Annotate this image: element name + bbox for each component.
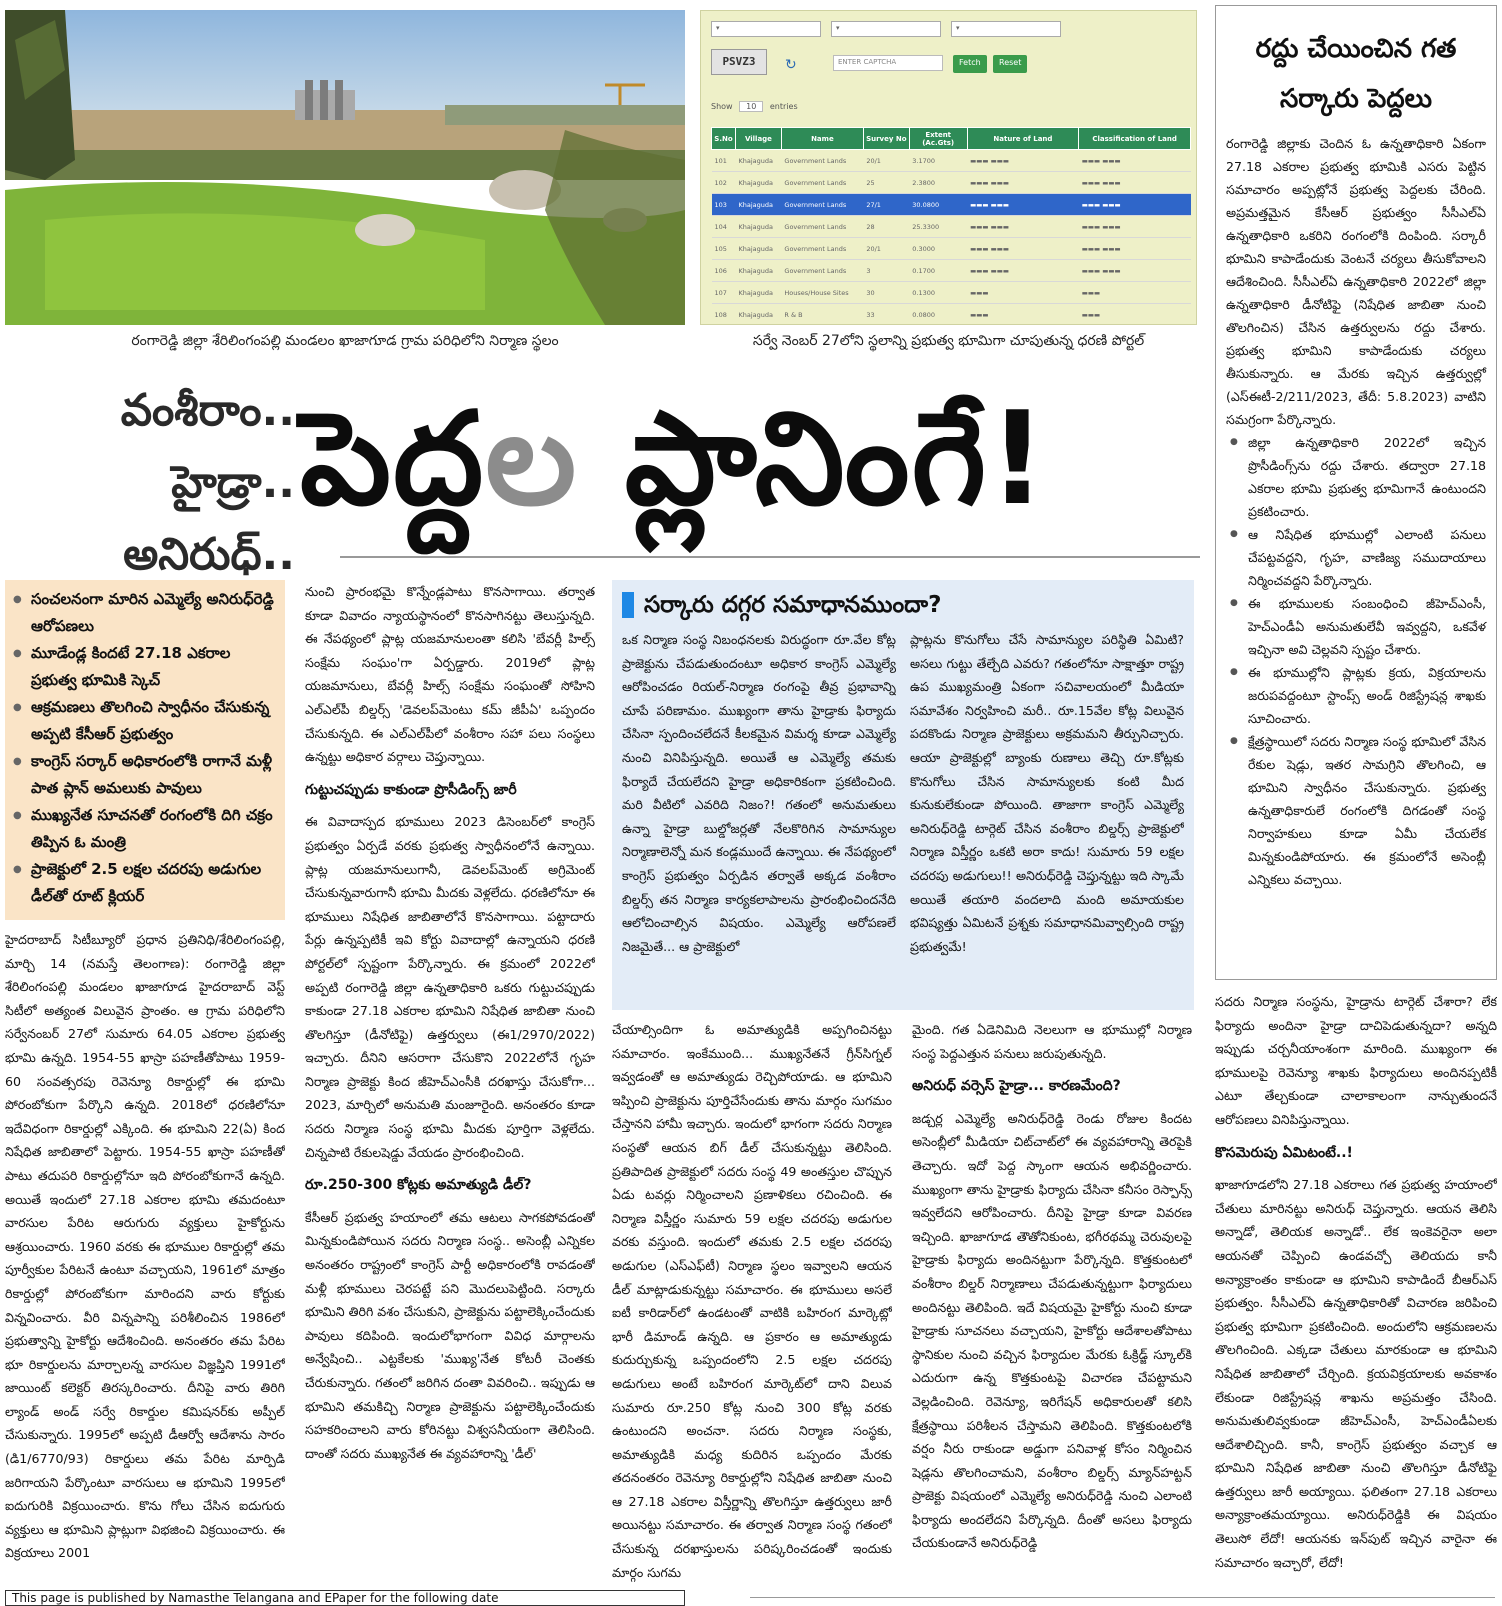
sidebar-bullet: ● ఈ భూముల్లోని ప్లాట్లకు క్రయ, విక్రయాలను జరుపవద్దంటూ స్టాంప్స్ అండ్ రిజిస్ట్రేషన్ల శాఖకు సూచించారు. bbox=[1226, 661, 1486, 730]
cell-survey: 25 bbox=[863, 172, 909, 194]
cell-nature: ▬▬▬ bbox=[967, 304, 1079, 326]
cell-survey: 3 bbox=[863, 260, 909, 282]
cell-nature: ▬▬▬ ▬▬▬ bbox=[967, 260, 1079, 282]
col2-paragraph: కేసీఆర్ ప్రభుత్వ హయాంలో తమ ఆటలు సాగకపోవడంతో మిన్నకుండిపోయిన సదరు నిర్మాణ సంస్థ.. అసెంబ్లీ ఎన్నికల అనంతరం రాష్ట్రంలో కాంగ్రెస్ పార్టీ అధికారంలోకి రావడంతో మళ్లీ భూములు చెరపట్టే పని మొదలుపెట్టింది. సర్కారు భూమిని తిరిగి వశం చేసుకుని, ప్రాజెక్టును పట్టాలెక్కించేందుకు పావులు కదిపింది. ఇందులోభాగంగా వివిధ మార్గాలను అన్వేషించి.. ఎట్టకేలకు 'ముఖ్య'నేత కోటరీ చెంతకు చేరుకున్నారు. గతంలో జరిగిన దంతా వివరించి.. ఇప్పుడు ఆ భూమిని తమకిచ్చి నిర్మాణ ప్రాజెక్టును పట్టాలెక్కించేందుకు సహకరించాలని వారు కోరినట్టు విశ్వసనీయంగా తెలిసింది. దాంతో సదరు ముఖ్యనేత ఈ వ్యవహారాన్ని 'డీల్' bbox=[305, 1209, 595, 1461]
cell-classification: ▬▬▬ bbox=[1079, 304, 1191, 326]
table-row-highlighted bbox=[712, 194, 1191, 216]
cell-name: Government Lands bbox=[781, 216, 863, 238]
table-row bbox=[712, 238, 1191, 260]
cell-sno: 104 bbox=[712, 216, 736, 238]
highlight-item: ● ముఖ్యనేత సూచనతో రంగంలోకి దిగి చక్రం తిప్పిన ఓ మంత్రి bbox=[13, 802, 277, 856]
dharani-portal-screenshot bbox=[700, 10, 1197, 325]
col-extent: Extent (Ac.Gts) bbox=[909, 128, 967, 150]
cell-nature: ▬▬▬ ▬▬▬ bbox=[967, 216, 1079, 238]
fetch-button[interactable]: Fetch bbox=[953, 55, 987, 73]
col-survey: Survey No bbox=[863, 128, 909, 150]
entries-select[interactable]: 10 bbox=[739, 101, 763, 112]
photo-caption: రంగారెడ్డి జిల్లా శేరిలింగంపల్లి మండలం ఖాజాగూడ గ్రామ పరిధిలోని నిర్మాణ స్థలం bbox=[131, 333, 559, 349]
kicker-line: హైడ్రా.. bbox=[171, 457, 295, 508]
refresh-icon[interactable]: ↻ bbox=[785, 57, 797, 73]
col-sno: S.No bbox=[712, 128, 736, 150]
col4-subheading: అనిరుధ్ వర్సెస్ హైడ్రా... కారణమేంది? bbox=[912, 1078, 1121, 1095]
article-column-2 bbox=[305, 580, 595, 1583]
highlight-item: ● సంచలనంగా మారిన ఎమ్మెల్యే అనిరుధ్‌రెడ్డి ఆరోపణలు bbox=[13, 586, 277, 640]
headline-grey-letter: ల bbox=[485, 385, 579, 534]
cell-sno: 102 bbox=[712, 172, 736, 194]
highlight-item: ● ఆక్రమణలు తొలగించి స్వాధీనం చేసుకున్న అప్పటి కేసీఆర్ ప్రభుత్వం bbox=[13, 694, 277, 748]
editorial-column: ఒక నిర్మాణ సంస్థ నిబంధనలకు విరుద్ధంగా రూ.వేల కోట్ల ప్రాజెక్టును చేపడుతుందంటూ అధికార కాంగ్రెస్ ఎమ్మెల్యే ఆరోపించడం రియల్-నిర్మాణ రంగంపై తీవ్ర ప్రభావాన్ని చూపే పరిణామం. ముఖ్యంగా తాను హైడ్రాకు ఫిర్యాదు చేసినా స్పందించలేదనే కీలకమైన విమర్శ కూడా ఎమ్మెల్యే నుంచి వినిపిస్తున్నది. అయితే ఆ ఎమ్మెల్యే తమకు ఫిర్యాదే చేయలేదని హైడ్రా అధికారికంగా ప్రకటించింది. మరి వీటిలో ఎవరిది నిజం?! గతంలో అనుమతులు ఉన్నా హైడ్రా బుల్డోజర్లతో నేలకొరిగిన సామాన్యుల నిర్మాణాలెన్నో మన కండ్లముందే ఉన్నాయి. ఈ నేపథ్యంలో కాంగ్రెస్ ప్రభుత్వం ఏర్పడిన తర్వాతే అక్కడ వంశీరాం బిల్డర్స్ తన నిర్మాణ కార్యకలాపాలను ప్రారంభించిందనేది ఆలోచించాల్సిన విషయం. ఎమ్మెల్యే ఆరోపణలే నిజమైతే... ఆ ప్రాజెక్టులో bbox=[622, 632, 896, 954]
cell-sno: 103 bbox=[712, 194, 736, 216]
headline-kicker bbox=[15, 375, 295, 591]
headline-rest: ప్లానింగే! bbox=[578, 385, 1049, 534]
editorial-box bbox=[612, 580, 1194, 1010]
cell-survey: 30 bbox=[863, 282, 909, 304]
cell-village: Khajaguda bbox=[735, 304, 781, 326]
portal-caption: సర్వే నెంబర్ 27లోని స్థలాన్ని ప్రభుత్వ భూమిగా చూపుతున్న ధరణి పోర్టల్ bbox=[752, 333, 1145, 349]
editorial-title: సర్కారు దగ్గర సమాధానముందా? bbox=[622, 588, 1184, 622]
entries-control bbox=[711, 101, 798, 112]
article-column-1: హైదరాబాద్ సిటీబ్యూరో ప్రధాన ప్రతినిధి/శేరిలింగంపల్లి, మార్చి 14 (నమస్తే తెలంగాణ): రంగారెడ్డి జిల్లా శేరిలింగంపల్లి మండలం ఖాజాగూడ హైదరాబాద్ వెస్ట్ సిటీలో అత్యంత విలువైన ప్రాంతం. ఆ గ్రామ పరిధిలోని సర్వేనంబర్ 27లో సుమారు 64.05 ఎకరాల ప్రభుత్వ భూమి ఉన్నది. 1954-55 ఖాస్రా పహణీతోపాటు 1959-60 సంవత్సరపు రెవెన్యూ రికార్డుల్లో ఈ భూమి పోరంబోకుగా పేర్కొని ఉన్నది. 2018లో ధరణిలోనూ ఇదేవిధంగా రికార్డుల్లో ఎక్కింది. ఈ భూమిని 22(ఏ) కింద నిషేధిత జాబితాలో పెట్టారు. 1954-55 ఖాస్రా పహణీతో పాటు తదుపరి రికార్డుల్లోనూ ఇది పోరంబోకుగానే ఉన్నది. అయితే ఇందులో 27.18 ఎకరాల భూమి తమదంటూ వారసుల పేరిట ఆరుగురు వ్యక్తులు హైకోర్టును ఆశ్రయించారు. 1960 వరకు ఈ భూముల రికార్డుల్లో తమ పూర్వీకుల పేరిటనే ఉంటూ వచ్చాయని, 1961లో మాత్రం రికార్డుల్లో పోరంబోకుగా మారిందని వారు కోర్టుకు విన్నవించారు. వీరి విన్నపాన్ని పరిశీలించిన 1986లో ప్రభుత్వాన్ని హైకోర్టు ఆదేశించింది. అనంతరం తమ పేరిట భూ రికార్డులను మార్చాలన్న వారసుల విజ్ఞప్తిని 1991లో జాయింట్ కలెక్టర్ తిరస్కరించారు. దీనిపై వారు తిరిగి ల్యాండ్ అండ్ సర్వే రికార్డుల కమిషనర్‌కు అప్పీల్ చేసుకున్నారు. 1995లో అప్పటి డీఆర్వో ఆదేశాను సారం (డి1/6770/93) రికార్డులు తమ పేరిట మార్పిడి జరిగాయని పేర్కొంటూ వారసులు ఆ భూమిని 1995లో ఐదుగురికి విక్రయించారు. కొను గోలు చేసిన ఐదుగురు వ్యక్తులు ఆ భూమిని ప్లాట్లుగా విభజించి విక్రయించారు. ఈ విక్రయాలు 2001 bbox=[5, 932, 285, 1561]
land-records-table bbox=[711, 127, 1191, 325]
cell-sno: 107 bbox=[712, 282, 736, 304]
cell-village: Khajaguda bbox=[735, 238, 781, 260]
sidebar-box bbox=[1215, 5, 1497, 980]
article-column-3: చేయాల్సిందిగా ఓ అమాత్యుడికి అప్పగించినట్టు సమాచారం. ఇంకేముంది... ముఖ్యనేతనే గ్రీన్‌సిగ్నల్ ఇవ్వడంతో ఆ అమాత్యుడు రెచ్చిపోయాడు. ఆ భూమిని ఇప్పించి ప్రాజెక్టును పూర్తిచేసేందుకు తాను మార్గం సుగమం చేస్తానని హామీ ఇచ్చారు. ఇందులో భాగంగా సదరు నిర్మాణ సంస్థతో ఆయన బిగ్ డీల్ చేసుకున్నట్టు తెలిసింది. ప్రతిపాదిత ప్రాజెక్టులో సదరు సంస్థ 49 అంతస్తుల చొప్పున ఏడు టవర్లు నిర్మించాలని ప్రణాళికలు రచించింది. ఈ నిర్మాణ విస్తీర్ణం సుమారు 59 లక్షల చదరపు అడుగుల వరకు వస్తుంది. ఇందులో తమకు 2.5 లక్షల చదరపు అడుగుల (ఎస్‌ఎఫ్‌టీ) నిర్మాణ స్థలం ఇవ్వాలని ఆయన డీల్ మాట్లాడుకున్నట్టు సమాచారం. ఈ భూములు అసలే ఐటీ కారిడార్‌లో ఉండటంతో వాటికి బహిరంగ మార్కెట్లో భారీ డిమాండ్ ఉన్నది. ఆ ప్రకారం ఆ అమాత్యుడు కుదుర్చుకున్న ఒప్పందంలోని 2.5 లక్షల చదరపు అడుగులు అంటే బహిరంగ మార్కెట్‌లో దాని విలువ సుమారు రూ.250 కోట్ల నుంచి 300 కోట్ల వరకు ఉంటుందని అంచనా. సదరు నిర్మాణ సంస్థకు, అమాత్యుడికి మధ్య కుదిరిన ఒప్పందం మేరకు తదనంతరం రెవెన్యూ రికార్డుల్లోని నిషేధిత జాబితా నుంచి ఆ 27.18 ఎకరాల విస్తీర్ణాన్ని తొలగిస్తూ ఉత్తర్వులు జారీ అయినట్టు సమాచారం. ఈ తర్వాత నిర్మాణ సంస్థ గతంలో చేసుకున్న దరఖాస్తులను పరిష్కరించడంతో ఇందుకు మార్గం సుగమ bbox=[612, 1022, 892, 1580]
highlight-item: ● మూడేండ్ల కిందటే 27.18 ఎకరాల ప్రభుత్వ భూమికి స్కెచ్ bbox=[13, 640, 277, 694]
highlight-item: ● ప్రాజెక్టులో 2.5 లక్షల చదరపు అడుగుల డీల్‌తో రూట్ క్లియర్ bbox=[13, 856, 277, 910]
table-row bbox=[712, 260, 1191, 282]
cell-village: Khajaguda bbox=[735, 172, 781, 194]
cell-survey: 33 bbox=[863, 304, 909, 326]
cell-nature: ▬▬▬ ▬▬▬ bbox=[967, 194, 1079, 216]
cell-survey: 28 bbox=[863, 216, 909, 238]
col4-paragraph: జడ్చర్ల ఎమ్మెల్యే అనిరుధ్‌రెడ్డి రెండు రోజుల కిందట అసెంబ్లీలో మీడియా చిట్‌చాట్‌లో ఈ వ్యవహారాన్ని తెరపైకి తెచ్చారు. ఇదో పెద్ద స్కాంగా ఆయన అభివర్ణించారు. ముఖ్యంగా తాను హైడ్రాకు ఫిర్యాదు చేసినా కనీసం రెస్పాన్స్ ఇవ్వలేదని ఆరోపించారు. దీనిపై హైడ్రా కూడా వివరణ ఇచ్చింది. ఖాజాగూడ తౌతోనికుంట, భగీరథమ్మ చెరువులపై హైడ్రాకు ఫిర్యాదు అందినట్టుగా పేర్కొన్నది. కొత్తకుంటలో వంశీరాం బిల్డర్ నిర్మాణాలు చేపడుతున్నట్టుగా ఫిర్యాదులు అందినట్టు తెలిపింది. ఇదే విషయమై హైకోర్టు నుంచి కూడా హైడ్రాకు సూచనలు వచ్చాయని, హైకోర్టు ఆదేశాలతోపాటు స్థానికుల నుంచి వచ్చిన ఫిర్యాదుల మేరకు ఓక్రిడ్జ్ స్కూల్‌కి ఎదురుగా ఉన్న కొత్తకుంటపై విచారణ చేపట్టామని వెల్లడించింది. రెవెన్యూ, ఇరిగేషన్ అధికారులతో కలిసి క్షేత్రస్థాయి పరిశీలన చేస్తామని తెలిపింది. కొత్తకుంటలోకి వర్షం నీరు రాకుండా అడ్డుగా పనివాళ్ల కోసం నిర్మించిన షెడ్లను తొలగించామని, వంశీరాం బిల్డర్స్ మ్యాన్‌హట్టన్ ప్రాజెక్టు విషయంలో ఎమ్మెల్యే అనిరుధ్‌రెడ్డి నుంచి ఎలాంటి ఫిర్యాదు అందలేదని పేర్కొన్నది. దీంతో అసలు ఫిర్యాదు చేయకుండానే అనిరుధ్‌రెడ్డి bbox=[912, 1110, 1192, 1551]
cell-extent: 0.1300 bbox=[909, 282, 967, 304]
cell-name: Government Lands bbox=[781, 238, 863, 260]
cell-survey: 27/1 bbox=[863, 194, 909, 216]
cell-survey: 20/1 bbox=[863, 150, 909, 172]
sidebar-bullet: ● ఆ నిషేధిత భూముల్లో ఎలాంటి పనులు చేపట్టవద్దని, గృహ, వాణిజ్య సముదాయాలు నిర్మించవద్దని పేర్కొన్నారు. bbox=[1226, 523, 1486, 592]
editorial-columns bbox=[622, 628, 1184, 998]
col5-paragraph: ఖాజాగూడలోని 27.18 ఎకరాలు గత ప్రభుత్వ హయాంలో చేతులు మారినట్టు అనిరుధ్ చెప్తున్నారు. ఆయన తెలిసి అన్నాడో, తెలియక అన్నాడో.. లేక ఇంకెవరైనా అలా ఆయనతో చెప్పించి ఉండవచ్చో తెలియదు కానీ అన్యాక్రాంతం కాకుండా ఆ భూమిని కాపాడిందే బీఆర్‌ఎస్ ప్రభుత్వం. సీసీఎల్‌ఏ ఉన్నతాధికారితో విచారణ జరిపించి ప్రభుత్వ భూమిగా ప్రకటించింది. అందులోని ఆక్రమణలను తొలగించింది. ఎక్కడా చేతులు మారకుండా ఆ భూమిని నిషేధిత జాబితాలో చేర్చింది. క్రయవిక్రయాలకు అవకాశం లేకుండా రిజిస్ట్రేషన్ల శాఖను అప్రమత్తం చేసింది. అనుమతులివ్వకుండా జీహెచ్‌ఎంసీ, హెచ్‌ఎండీఏలకు ఆదేశాలిచ్చింది. కానీ, కాంగ్రెస్ ప్రభుత్వం వచ్చాక ఆ భూమిని నిషేధిత జాబితా నుంచి తొలగిస్తూ డీనోటిఫై ఉత్తర్వులు జారీ అయ్యాయి. ఫలితంగా 27.18 ఎకరాలు అన్యాక్రాంతమయ్యాయి. అనిరుధ్‌రెడ్డికి ఈ విషయం తెలుసో లేదో! ఆయనకు ఇన్‌పుట్ ఇచ్చిన వారైనా ఈ సమాచారం ఇచ్చారో, లేదో! bbox=[1215, 1177, 1497, 1570]
cell-name: Government Lands bbox=[781, 172, 863, 194]
col-village: Village bbox=[735, 128, 781, 150]
article-column-4 bbox=[912, 1018, 1192, 1583]
col4-paragraph: మైంది. గత ఏడెనిమిది నెలలుగా ఆ భూముల్లో నిర్మాణ సంస్థ పెద్దఎత్తున పనులు జరుపుతున్నది. bbox=[912, 1022, 1192, 1061]
construction-site-image bbox=[5, 10, 685, 325]
cell-classification: ▬▬▬ bbox=[1079, 282, 1191, 304]
sidebar-bullet: ● జిల్లా ఉన్నతాధికారి 2022లో ఇచ్చిన ప్రొసీడింగ్స్‌ను రద్దు చేశారు. తద్వారా 27.18 ఎకరాల భూమి ప్రభుత్వ భూమిగానే ఉంటుందని ప్రకటించారు. bbox=[1226, 431, 1486, 523]
col-name: Name bbox=[781, 128, 863, 150]
col5-paragraph: సదరు నిర్మాణ సంస్థను, హైడ్రాను టార్గెట్ చేశారా? లేక ఫిర్యాదు అందినా హైడ్రా దాచిపెడుతున్నదా? అన్నది ఇప్పుడు చర్చనీయాంశంగా మారింది. ముఖ్యంగా ఈ భూములపై రెవెన్యూ శాఖకు ఫిర్యాదులు అందినప్పటికీ ఎటూ తేల్చకుండా చాలాకాలంగా నాన్చుతుందనే ఆరోపణలు వినిపిస్తున్నాయి. bbox=[1215, 994, 1497, 1127]
cell-classification: ▬▬▬ ▬▬▬ bbox=[1079, 172, 1191, 194]
cell-name: Government Lands bbox=[781, 194, 863, 216]
cell-extent: 3.1700 bbox=[909, 150, 967, 172]
cell-name: Government Lands bbox=[781, 150, 863, 172]
table-row bbox=[712, 150, 1191, 172]
cell-extent: 0.0800 bbox=[909, 304, 967, 326]
kicker-line: వంశీరాం.. bbox=[120, 385, 295, 436]
entries-label: entries bbox=[769, 102, 798, 111]
headline-word: పెద్దల bbox=[300, 385, 579, 534]
district-select[interactable]: ▾ bbox=[711, 21, 821, 37]
cell-survey: 20/1 bbox=[863, 238, 909, 260]
col2-subheading: గుట్టుచప్పుడు కాకుండా ప్రొసీడింగ్స్ జారీ bbox=[305, 781, 517, 798]
cell-village: Khajaguda bbox=[735, 216, 781, 238]
sidebar-bullet: ● క్షేత్రస్థాయిలో సదరు నిర్మాణ సంస్థ భూమిలో వేసిన రేకుల షెడ్లు, ఇతర సామగ్రిని తొలగించి, ఆ భూమిని స్వాధీనం చేసుకున్నారు. ప్రభుత్వ ఉన్నతాధికారులే రంగంలోకి దిగడంతో సంస్థ నిర్వాహకులు కూడా ఏమీ చేయలేక మిన్నకుండిపోయారు. ఈ క్రమంలోనే అసెంబ్లీ ఎన్నికలు వచ్చాయి. bbox=[1226, 730, 1486, 891]
cell-village: Khajaguda bbox=[735, 150, 781, 172]
cell-sno: 101 bbox=[712, 150, 736, 172]
cell-classification: ▬▬▬ ▬▬▬ bbox=[1079, 194, 1191, 216]
headline-rule bbox=[340, 556, 1200, 558]
cell-name: Government Lands bbox=[781, 260, 863, 282]
cell-village: Khajaguda bbox=[735, 260, 781, 282]
cell-sno: 108 bbox=[712, 304, 736, 326]
cell-classification: ▬▬▬ ▬▬▬ bbox=[1079, 238, 1191, 260]
col-classification: Classification of Land bbox=[1079, 128, 1191, 150]
captcha-input[interactable]: ENTER CAPTCHA bbox=[833, 55, 943, 71]
cell-classification: ▬▬▬ ▬▬▬ bbox=[1079, 260, 1191, 282]
col2-paragraph: ఈ వివాదాస్పద భూములు 2023 డిసెంబర్‌లో కాంగ్రెస్ ప్రభుత్వం ఏర్పడే వరకు ప్రభుత్వ స్వాధీనంలోనే ఉన్నాయి. ప్లాట్ల యజమానులుగానీ, డెవలప్‌మెంట్ అగ్రిమెంట్ చేసుకున్నవారుగానీ భూమి మీదకు వెళ్లలేదు. ధరణిలోనూ ఈ భూములు నిషేధిత జాబితాలోనే కొనసాగాయి. పట్టాదారు పేర్లు ఉన్నప్పటికీ ఇవి కోర్టు వివాదాల్లో ఉన్నాయని ధరణి పోర్టల్‌లో స్పష్టంగా పేర్కొన్నారు. ఈ క్రమంలో 2022లో అప్పటి రంగారెడ్డి జిల్లా ఉన్నతాధికారి ఒకరు గుట్టుచప్పుడు కాకుండా 27.18 ఎకరాల భూమిని నిషేధిత జాబితా నుంచి తొలగిస్తూ (డీనోటిఫై) ఉత్తర్వులు (ఈ1/2970/2022) ఇచ్చారు. దీనిని ఆసరాగా చేసుకొని 2022లోనే గృహ నిర్మాణ ప్రాజెక్టు కింద జీహెచ్‌ఎంసీకి దరఖాస్తు చేసుకోగా... 2023, మార్చిలో అనుమతి మంజూరైంది. అనంతరం కూడా సదరు నిర్మాణ సంస్థ భూమి మీదకు పూర్తిగా వెళ్లలేదు. చిన్నపాటి రేకులషెడ్డు వేయడం ప్రారంభించింది. bbox=[305, 814, 595, 1160]
sidebar-bullet: ● ఈ భూములకు సంబంధించి జీహెచ్‌ఎంసీ, హెచ్‌ఎండీఏ అనుమతులేవీ ఇవ్వద్దని, ఒకవేళ ఇచ్చినా అవి చెల్లవని స్పష్టం చేశారు. bbox=[1226, 592, 1486, 661]
cell-extent: 0.1700 bbox=[909, 260, 967, 282]
cell-extent: 30.0800 bbox=[909, 194, 967, 216]
construction-site-photo bbox=[5, 10, 685, 325]
captcha-image: PSVZ3 bbox=[711, 49, 767, 75]
cell-village: Khajaguda bbox=[735, 282, 781, 304]
sidebar-title: రద్దు చేయించిన గత సర్కారు పెద్దలు bbox=[1255, 34, 1457, 114]
cell-nature: ▬▬▬ ▬▬▬ bbox=[967, 238, 1079, 260]
show-label: Show bbox=[711, 102, 733, 111]
kicker-line: అనిరుధ్.. bbox=[123, 529, 295, 580]
col2-paragraph: నుంచి ప్రారంభమై కొన్నేండ్లపాటు కొనసాగాయి. తర్వాత కూడా వివాదం న్యాయస్థానంలో కొనసాగినట్టు తెలుస్తున్నది. ఈ నేపథ్యంలో ప్లాట్ల యజమానులంతా కలిసి 'బేవర్లీ హిల్స్ సంక్షేమ సంఘం'గా ఏర్పడ్డారు. 2019లో ప్లాట్ల యజమానులు, బేవర్లీ హిల్స్ సంక్షేమ సంఘంతో సోహిని ఎల్‌ఎల్‌పీ బిల్డర్స్ 'డెవలప్‌మెంటు కమ్ జీపీఏ' ఒప్పందం చేసుకున్నది. ఈ ఎల్‌ఎల్‌పీలో వంశీరాం సహా పలు సంస్థలు ఉన్నట్టు అధికార వర్గాలు చెప్తున్నాయి. bbox=[305, 584, 595, 765]
footer-rule bbox=[750, 1597, 1495, 1598]
table-row bbox=[712, 172, 1191, 194]
cell-nature: ▬▬▬ ▬▬▬ bbox=[967, 172, 1079, 194]
cell-extent: 25.3300 bbox=[909, 216, 967, 238]
highlights-box bbox=[5, 580, 285, 920]
cell-name: R & B bbox=[781, 304, 863, 326]
cell-extent: 0.3000 bbox=[909, 238, 967, 260]
cell-classification: ▬▬▬ ▬▬▬ bbox=[1079, 216, 1191, 238]
col5-subheading: కొసమెరుపు ఏమిటంటే..! bbox=[1215, 1144, 1353, 1161]
article-column-5 bbox=[1215, 990, 1497, 1585]
main-headline bbox=[300, 370, 1200, 560]
col2-subheading: రూ.250-300 కోట్లకు అమాత్యుడి డీల్? bbox=[305, 1177, 532, 1194]
cell-name: Houses/House Sites bbox=[781, 282, 863, 304]
cell-sno: 105 bbox=[712, 238, 736, 260]
editorial-column: ప్లాట్లను కొనుగోలు చేసే సామాన్యుల పరిస్థితి ఏమిటి? అసలు గుట్టు తేల్చేది ఎవరు? గతంలోనూ సాక్షాత్తూ రాష్ట్ర ఉప ముఖ్యమంత్రి ఏకంగా సచివాలయంలో మీడియా సమావేశం నిర్వహించి మరీ.. రూ.15వేల కోట్ల విలువైన పదకొండు నిర్మాణ ప్రాజెక్టులు అక్రమమని తీర్పునిచ్చారు. ఆయా ప్రాజెక్టుల్లో బ్యాంకు రుణాలు తెచ్చి రూ.కోట్లకు కొనుగోలు చేసిన సామాన్యులకు కంటి మీద కునుకులేకుండా పోయింది. తాజాగా కాంగ్రెస్ ఎమ్మెల్యే అనిరుధ్‌రెడ్డి టార్గెట్ చేసిన వంశీరాం బిల్డర్స్ ప్రాజెక్టులో నిర్మాణ విస్తీర్ణం ఒకటి అరా కాదు! సుమారు 59 లక్షల చదరపు అడుగులు!! అనిరుధ్‌రెడ్డి చెప్తున్నట్టు ఇది స్కామే అయితే తయారి వందలాది మంది అమాయకుల భవిష్యత్తు ఏమిటనే ప్రశ్నకు సమాధానమివ్వాల్సింది రాష్ట్ర ప్రభుత్వమే! bbox=[910, 632, 1184, 954]
cell-sno: 106 bbox=[712, 260, 736, 282]
cell-nature: ▬▬▬ ▬▬▬ bbox=[967, 150, 1079, 172]
village-select[interactable]: ▾ bbox=[951, 21, 1061, 37]
sidebar-intro: రంగారెడ్డి జిల్లాకు చెందిన ఓ ఉన్నతాధికారి ఏకంగా 27.18 ఎకరాల ప్రభుత్వ భూమికి ఎసరు పెట్టిన సమాచారం అప్పట్లోనే ప్రభుత్వ పెద్దలకు చేరింది. అప్రమత్తమైన కేసీఆర్ ప్రభుత్వం సీసీఎల్‌ఏ ఉన్నతాధికారి ఒకరిని రంగంలోకి దింపింది. సర్కారీ భూమిని కాపాడేందుకు వెంటనే చర్యలు తీసుకోవాలని ఆదేశించింది. సీసీఎల్‌ఏ ఉన్నతాధికారి 2022లో జిల్లా ఉన్నతాధికారి డీనోటిఫై (నిషేధిత జాబితా నుంచి తొలగించిన) చేసిన ఉత్తర్వులను రద్దు చేశారు. ప్రభుత్వ భూమిని కాపాడేందుకు చర్యలు తీసుకున్నారు. ఆ మేరకు ఇచ్చిన ఉత్తర్వుల్లో (ఎస్‌ఈటీ-2/211/2023, తేదీ: 5.8.2023) వాటిని సమగ్రంగా పేర్కొన్నారు. bbox=[1226, 136, 1486, 427]
table-row bbox=[712, 304, 1191, 326]
cell-classification: ▬▬▬ ▬▬▬ bbox=[1079, 150, 1191, 172]
cell-village: Khajaguda bbox=[735, 194, 781, 216]
table-row bbox=[712, 282, 1191, 304]
col-nature: Nature of Land bbox=[967, 128, 1079, 150]
highlight-item: ● కాంగ్రెస్ సర్కార్ అధికారంలోకి రాగానే మళ్లీ పాత ప్లాన్ అమలుకు పావులు bbox=[13, 748, 277, 802]
table-row bbox=[712, 216, 1191, 238]
publication-strip: This page is published by Namasthe Telangana and EPaper for the following date bbox=[5, 1590, 685, 1606]
reset-button[interactable]: Reset bbox=[993, 55, 1027, 73]
mandal-select[interactable]: ▾ bbox=[831, 21, 941, 37]
cell-extent: 2.3800 bbox=[909, 172, 967, 194]
cell-nature: ▬▬▬ bbox=[967, 282, 1079, 304]
